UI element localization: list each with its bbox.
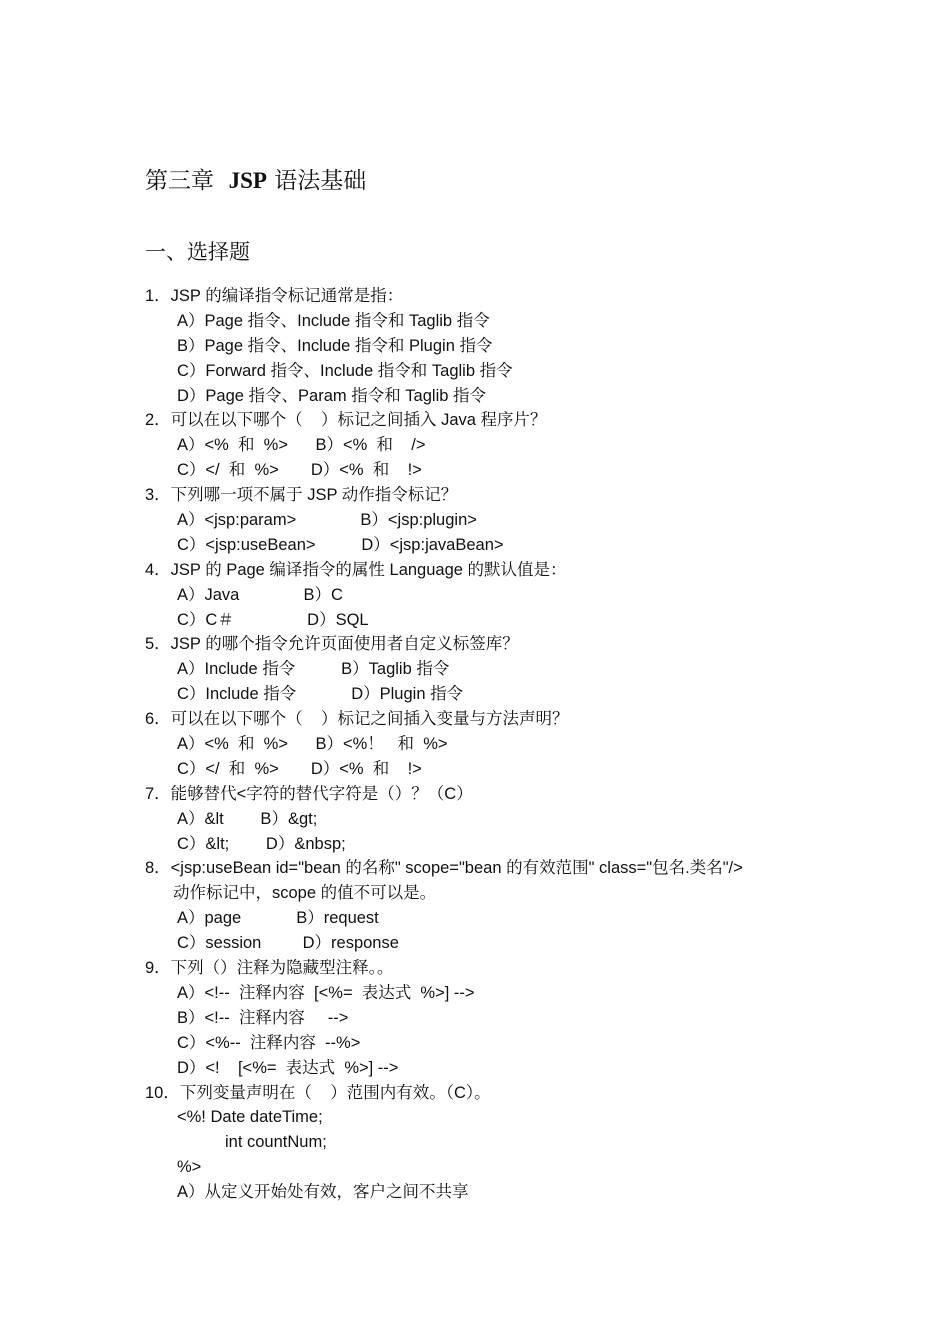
text-line: C）Include 指令 D）Plugin 指令 <box>177 685 464 704</box>
question-line: 10．下列变量声明在（ ）范围内有效。（C）。 <box>145 1083 491 1102</box>
question-line: 9．下列（）注释为隐藏型注释。。 <box>145 959 394 978</box>
text-line: A）从定义开始处有效，客户之间不共享 <box>177 1183 469 1202</box>
question-line: 7．能够替代<字符的替代字符是（）？（C） <box>145 784 473 803</box>
chapter-title-bold: JSP <box>228 168 267 193</box>
question-line: 4．JSP 的 Page 编译指令的属性 Language 的默认值是： <box>145 560 567 579</box>
text-line: C）&lt; D）&nbsp; <box>177 834 346 853</box>
text-line: C）C＃ D）SQL <box>177 610 369 629</box>
text-line: C）</ 和 %> D）<% 和 !> <box>177 461 422 480</box>
text-line: %> <box>177 1158 202 1177</box>
text-line: A）<!-- 注释内容 [<%= 表达式 %>] --> <box>177 983 475 1002</box>
chapter-title-prefix: 第三章 <box>145 168 229 194</box>
text-line: C）session D）response <box>177 934 399 953</box>
question-line: 6．可以在以下哪个（ ）标记之间插入变量与方法声明？ <box>145 710 569 729</box>
text-line: A）&lt B）&gt; <box>177 809 318 828</box>
text-line: B）<!-- 注释内容 --> <box>177 1008 349 1027</box>
text-line: A）page B）request <box>177 909 379 928</box>
text-line: A）<jsp:param> B）<jsp:plugin> <box>177 511 477 530</box>
text-line: C）<jsp:useBean> D）<jsp:javaBean> <box>177 535 504 554</box>
text-line: A）<% 和 %> B）<% 和 /> <box>177 436 426 455</box>
text-line: C）<%-- 注释内容 --%> <box>177 1033 361 1052</box>
text-line: A）<% 和 %> B）<%！ 和 %> <box>177 735 448 754</box>
text-line: C）</ 和 %> D）<% 和 !> <box>177 759 422 778</box>
section-heading: 一、选择题 <box>145 240 250 264</box>
text-line: D）<! [<%= 表达式 %>] --> <box>177 1058 399 1077</box>
chapter-title <box>145 166 366 196</box>
text-line: B）Page 指令、Include 指令和 Plugin 指令 <box>177 336 493 355</box>
question-line: 2．可以在以下哪个（ ）标记之间插入 Java 程序片？ <box>145 411 547 430</box>
text-line: C）Forward 指令、Include 指令和 Taglib 指令 <box>177 361 513 380</box>
question-line: 8．<jsp:useBean id="bean 的名称" scope="bean 的有效范围" class="包名.类名"/> <box>145 859 743 878</box>
text-line: int countNum; <box>225 1133 327 1152</box>
text-line: 动作标记中，scope 的值不可以是。 <box>173 884 437 903</box>
question-line: 5．JSP 的哪个指令允许页面使用者自定义标签库？ <box>145 635 519 654</box>
text-line: A）Java B）C <box>177 585 343 604</box>
question-line: 3．下列哪一项不属于 JSP 动作指令标记？ <box>145 486 458 505</box>
question-list <box>145 284 935 1205</box>
text-line: <%! Date dateTime; <box>177 1108 323 1127</box>
question-line: 1．JSP 的编译指令标记通常是指： <box>145 287 404 305</box>
chapter-title-suffix: 语法基础 <box>266 168 367 194</box>
text-line: D）Page 指令、Param 指令和 Taglib 指令 <box>177 386 486 405</box>
text-line: A）Include 指令 B）Taglib 指令 <box>177 660 450 679</box>
text-line: A）Page 指令、Include 指令和 Taglib 指令 <box>177 311 490 330</box>
